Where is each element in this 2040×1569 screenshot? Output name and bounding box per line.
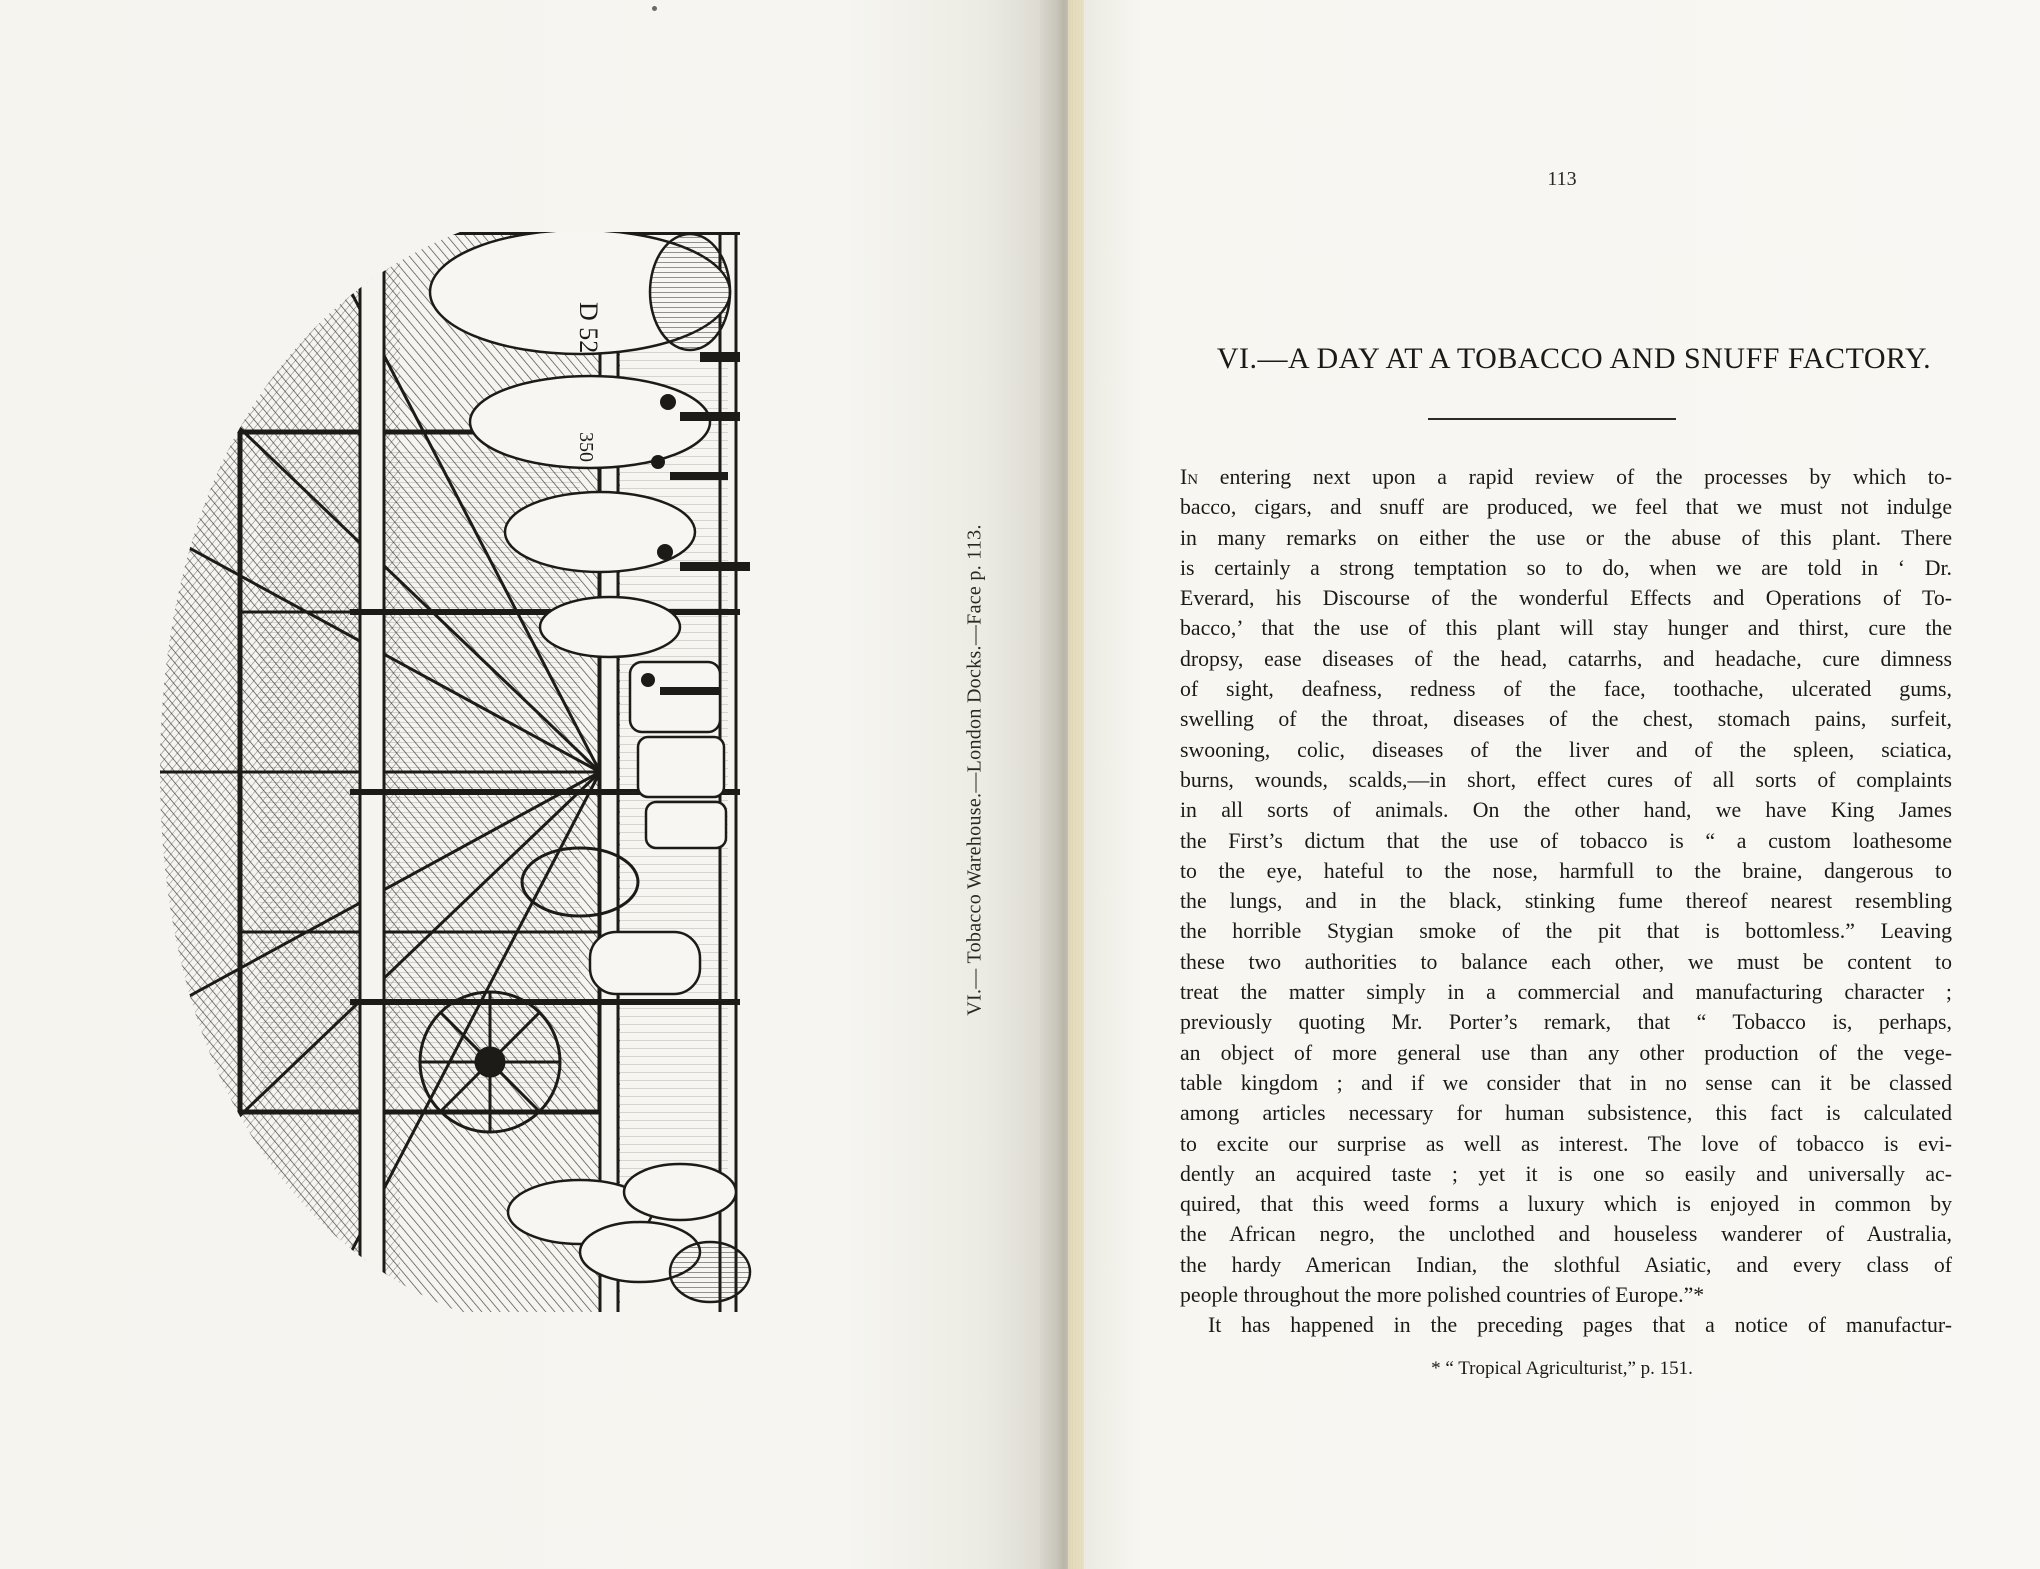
text-line: the lungs, and in the black, stinking fume thereof nearest resembling [1180, 889, 1952, 914]
chapter-title: VI.—A DAY AT A TOBACCO AND SNUFF FACTORY. [1216, 342, 1932, 375]
lead-word: In [1180, 465, 1199, 489]
text-line: dropsy, ease diseases of the head, catarrhs, and headache, cure dimness [1180, 646, 1952, 671]
text-line: Everard, his Discourse of the wonderful Effects and Operations of To- [1180, 586, 1952, 611]
text-line: previously quoting Mr. Porter’s remark, that “ Tobacco is, perhaps, [1180, 1010, 1952, 1035]
text-line: the African negro, the unclothed and houseless wanderer of Australia, [1180, 1222, 1952, 1247]
text-line: among articles necessary for human subsistence, this fact is calculated [1180, 1101, 1952, 1126]
text-line: In entering next upon a rapid review of the processes by which to- [1180, 465, 1952, 489]
text-line: treat the matter simply in a commercial and manufacturing character ; [1180, 980, 1952, 1005]
text-line: the hardy American Indian, the slothful Asiatic, and every class of [1180, 1252, 1952, 1277]
tobacco-warehouse-engraving [160, 232, 960, 1312]
text-line: quired, that this weed forms a luxury which is enjoyed in common by [1180, 1192, 1952, 1217]
text-line: to excite our surprise as well as interest. The love of tobacco is evi- [1180, 1131, 1952, 1156]
text-line: of sight, deafness, redness of the face, toothache, ulcerated gums, [1180, 677, 1952, 702]
text-line: table kingdom ; and if we consider that in no sense can it be classed [1180, 1070, 1952, 1095]
barrel-mark-2: 350 [575, 432, 597, 462]
page-number: 113 [1547, 168, 1577, 190]
text-line: an object of more general use than any other production of the vege- [1180, 1040, 1952, 1065]
text-line: bacco,’ that the use of this plant will stay hunger and thirst, cure the [1180, 616, 1952, 641]
text-line: swelling of the throat, diseases of the chest, stomach pains, surfeit, [1180, 707, 1952, 732]
ink-speck [652, 6, 657, 11]
text-line: is certainly a strong temptation so to do, when we are told in ‘ Dr. [1180, 555, 1952, 580]
footnote: * “ Tropical Agriculturist,” p. 151. [1431, 1358, 1693, 1379]
text-line: to the eye, hateful to the nose, harmfull to the braine, dangerous to [1180, 858, 1952, 883]
text-line: burns, wounds, scalds,—in short, effect cures of all sorts of complaints [1180, 767, 1952, 792]
text-line: It has happened in the preceding pages that a notice of manufactur- [1208, 1313, 1952, 1338]
paragraph-1 [1180, 462, 1952, 1310]
text-line: the First’s dictum that the use of tobacco is “ a custom loathesome [1180, 828, 1952, 853]
paragraph-2 [1180, 1310, 1952, 1340]
title-rule [1428, 418, 1676, 420]
text-line: dently an acquired taste ; yet it is one so easily and universally ac- [1180, 1161, 1952, 1186]
barrel-mark-1: D 52 [574, 302, 603, 354]
text-line: in all sorts of animals. On the other hand, we have King James [1180, 798, 1952, 823]
text-line: bacco, cigars, and snuff are produced, we feel that we must not indulge [1180, 495, 1952, 520]
text-line: the horrible Stygian smoke of the pit that is bottomless.” Leaving [1180, 919, 1952, 944]
text-line: these two authorities to balance each other, we must be content to [1180, 949, 1952, 974]
plate-caption: VI.— Tobacco Warehouse.—London Docks.—Face p. 113. [963, 524, 986, 1016]
body-text [1180, 462, 1952, 1341]
text-line: swooning, colic, diseases of the liver and of the spleen, sciatica, [1180, 737, 1952, 762]
page-edges [1068, 0, 1084, 1569]
text-line: in many remarks on either the use or the abuse of this plant. There [1180, 525, 1952, 550]
text-line: people throughout the more polished countries of Europe.”* [1180, 1283, 1705, 1308]
